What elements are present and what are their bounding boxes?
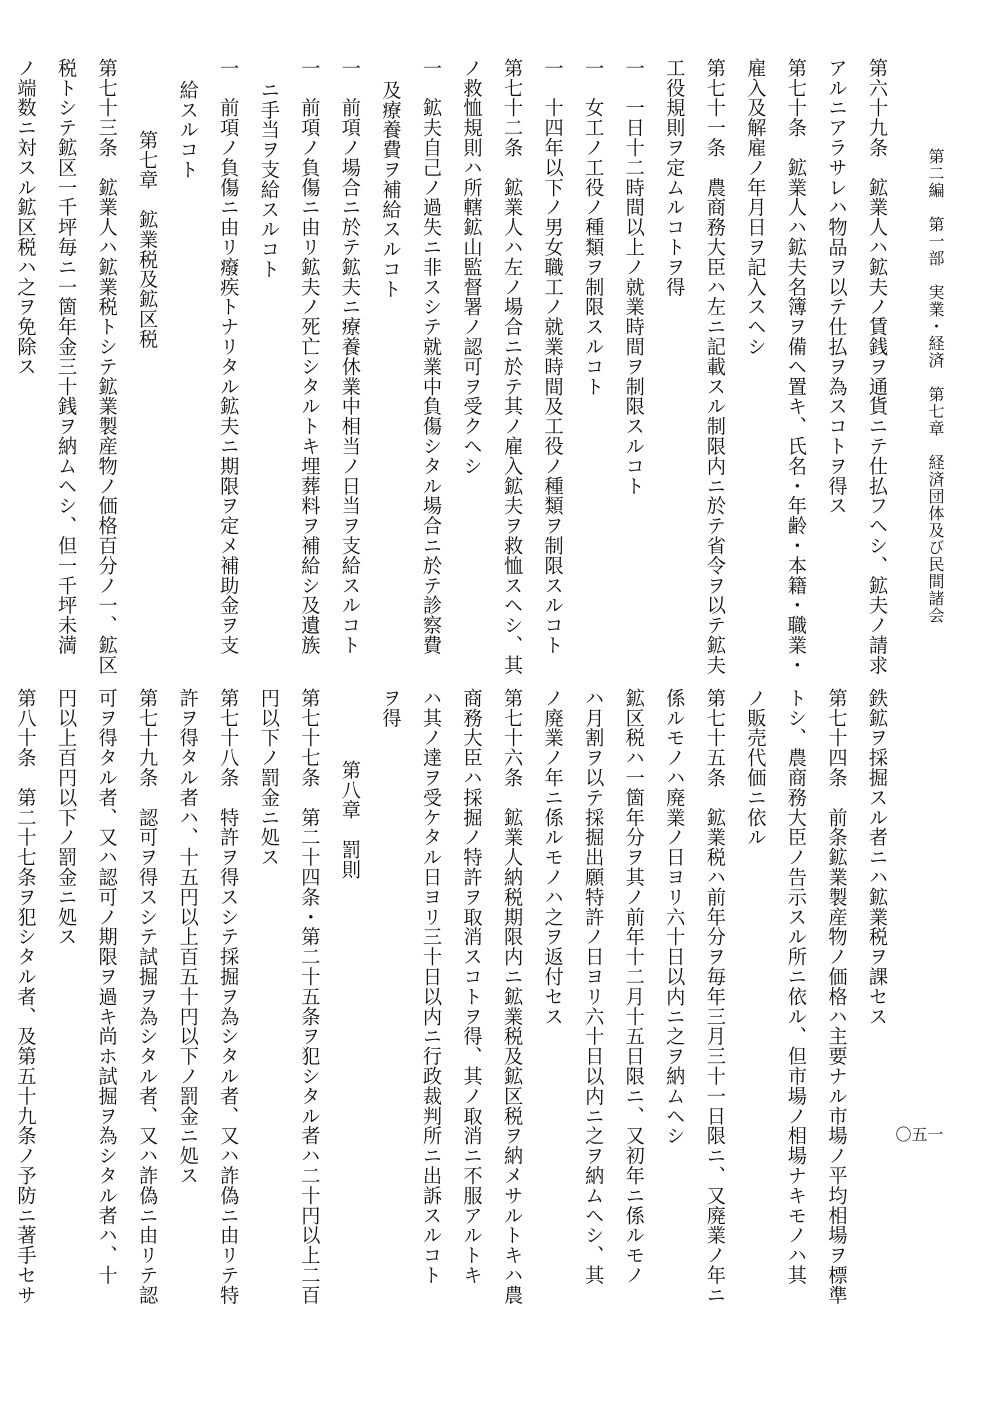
article-74-line-1: 第七十四条 前条鉱業製産物ノ価格ハ主要ナル市場ノ平均相場ヲ標準 [825, 688, 849, 1305]
article-73-line-4: 鉄鉱ヲ採掘スル者ニハ鉱業税ヲ課セス [866, 688, 889, 1027]
article-79-line-2: 可ヲ得タル者、又ハ認可ノ期限ヲ過キ尚ホ試掘ヲ為シタル者ハ、十 [95, 688, 119, 1285]
article-74-line-3: ノ販売代価ニ依ル [744, 688, 768, 848]
article-73-line-3: ノ端数ニ対スル鉱区税ハ之ヲ免除ス [14, 58, 38, 377]
article-70-line-2: 雇入及解雇ノ年月日ヲ記入スヘシ [744, 58, 768, 357]
article-75-line-5: ノ廃業ノ年ニ係ルモノハ之ヲ返付セス [541, 688, 565, 1027]
running-header: 第二編 第一部 実業・経済 第七章 経済団体及び民間諸会 [926, 148, 945, 624]
article-76-line-4: ヲ得 [379, 688, 403, 728]
page-number-digit: 一 [925, 1126, 944, 1142]
article-72-item-1-line-1: 一 鉱夫自己ノ過失ニ非スシテ就業中負傷シタル場合ニ於テ診察費 [419, 58, 443, 655]
article-71-line-2: 工役規則ヲ定ムルコトヲ得 [663, 58, 687, 297]
article-79-line-1: 第七十九条 認可ヲ得スシテ試掘ヲ為シタル者、又ハ詐偽ニ由リテ認 [136, 688, 160, 1305]
chapter-8-heading: 第八章 罰則 [338, 760, 362, 880]
article-78-line-1: 第七十八条 特許ヲ得スシテ採掘ヲ為シタル者、又ハ詐偽ニ由リテ特 [217, 688, 241, 1305]
article-69-line-2: アルニアラサレハ物品ヲ以テ仕払ヲ為スコトヲ得ス [825, 58, 849, 516]
article-70-line-1: 第七十条 鉱業人ハ鉱夫名簿ヲ備ヘ置キ、氏名・年齢・本籍・職業・ [784, 58, 808, 675]
article-72-item-1-line-2: 及療養費ヲ補給スルコト [379, 80, 403, 299]
page-number-digit: 〇 [893, 1126, 912, 1142]
article-72-item-2: 一 前項ノ場合ニ於テ鉱夫ニ療養休業中相当ノ日当ヲ支給スルコト [338, 58, 362, 655]
article-77-line-1: 第七十七条 第二十四条・第二十五条ヲ犯シタル者ハ二十円以上二百 [298, 688, 322, 1305]
article-75-line-4: ハ月割ヲ以テ採掘出願特許ノ日ヨリ六十日以内ニ之ヲ納ムヘシ、其 [582, 688, 606, 1285]
article-76-line-2: 商務大臣ハ採掘ノ特許ヲ取消スコトヲ得、其ノ取消ニ不服アルトキ [460, 688, 484, 1285]
article-74-line-2: トシ、農商務大臣ノ告示スル所ニ依ル、但市場ノ相場ナキモノハ其 [784, 688, 808, 1285]
article-71-item-2: 一 女工ノ工役ノ種類ヲ制限スルコト [582, 58, 606, 397]
article-73-line-1: 第七十三条 鉱業人ハ鉱業税トシテ鉱業製産物ノ価格百分ノ一、鉱区 [95, 58, 119, 675]
article-80-line-1: 第八十条 第二十七条ヲ犯シタル者、及第五十九条ノ予防ニ著手セサ [14, 688, 38, 1305]
article-73-line-2: 税トシテ鉱区一千坪毎ニ一箇年金三十銭ヲ納ムヘシ、但一千坪未満 [55, 58, 79, 655]
article-72-line-2: ノ救恤規則ハ所轄鉱山監督署ノ認可ヲ受クヘシ [460, 58, 484, 476]
article-71-line-1: 第七十一条 農商務大臣ハ左ニ記載スル制限内ニ於テ省令ヲ以テ鉱夫 [703, 58, 727, 675]
page-number [894, 1126, 942, 1142]
top-text-section [0, 58, 889, 675]
article-72-item-4-line-1: 一 前項ノ負傷ニ由リ癈疾トナリタル鉱夫ニ期限ヲ定メ補助金ヲ支 [217, 58, 241, 655]
bottom-text-section [0, 688, 887, 1324]
article-72-item-3-line-2: ニ手当ヲ支給スルコト [257, 80, 281, 279]
article-72-line-1: 第七十二条 鉱業人ハ左ノ場合ニ於テ其ノ雇入鉱夫ヲ救恤スヘシ、其 [501, 58, 525, 675]
article-71-item-1: 一 一日十二時間以上ノ就業時間ヲ制限スルコト [622, 58, 646, 496]
article-75-line-1: 第七十五条 鉱業税ハ前年分ヲ毎年三月三十一日限ニ、又廃業ノ年ニ [703, 688, 727, 1305]
article-77-line-2: 円以下ノ罰金ニ処ス [257, 688, 281, 868]
article-72-item-4-line-2: 給スルコト [176, 80, 200, 180]
page-number-digit: 五 [909, 1126, 928, 1142]
article-71-item-3: 一 十四年以下ノ男女職工ノ就業時間及工役ノ種類ヲ制限スルコト [541, 58, 565, 655]
article-79-line-3: 円以上百円以下ノ罰金ニ処ス [55, 688, 79, 947]
article-76-line-3: ハ其ノ達ヲ受ケタル日ヨリ三十日以内ニ行政裁判所ニ出訴スルコト [419, 688, 443, 1285]
article-75-line-3: 鉱区税ハ一箇年分ヲ其ノ前年十二月十五日限ニ、又初年ニ係ルモノ [622, 688, 646, 1285]
article-78-line-2: 許ヲ得タル者ハ、十五円以上百五十円以下ノ罰金ニ処ス [176, 688, 200, 1186]
article-75-line-2: 係ルモノハ廃業ノ日ヨリ六十日以内ニ之ヲ納ムヘシ [663, 688, 687, 1146]
article-69-line-1: 第六十九条 鉱業人ハ鉱夫ノ賃銭ヲ通貨ニテ仕払フヘシ、鉱夫ノ請求 [866, 58, 889, 675]
article-72-item-3-line-1: 一 前項ノ負傷ニ由リ鉱夫ノ死亡シタルトキ埋葬料ヲ補給シ及遺族 [298, 58, 322, 655]
chapter-7-heading: 第七章 鉱業税及鉱区税 [136, 130, 160, 349]
article-76-line-1: 第七十六条 鉱業人納税期限内ニ鉱業税及鉱区税ヲ納メサルトキハ農 [501, 688, 525, 1305]
